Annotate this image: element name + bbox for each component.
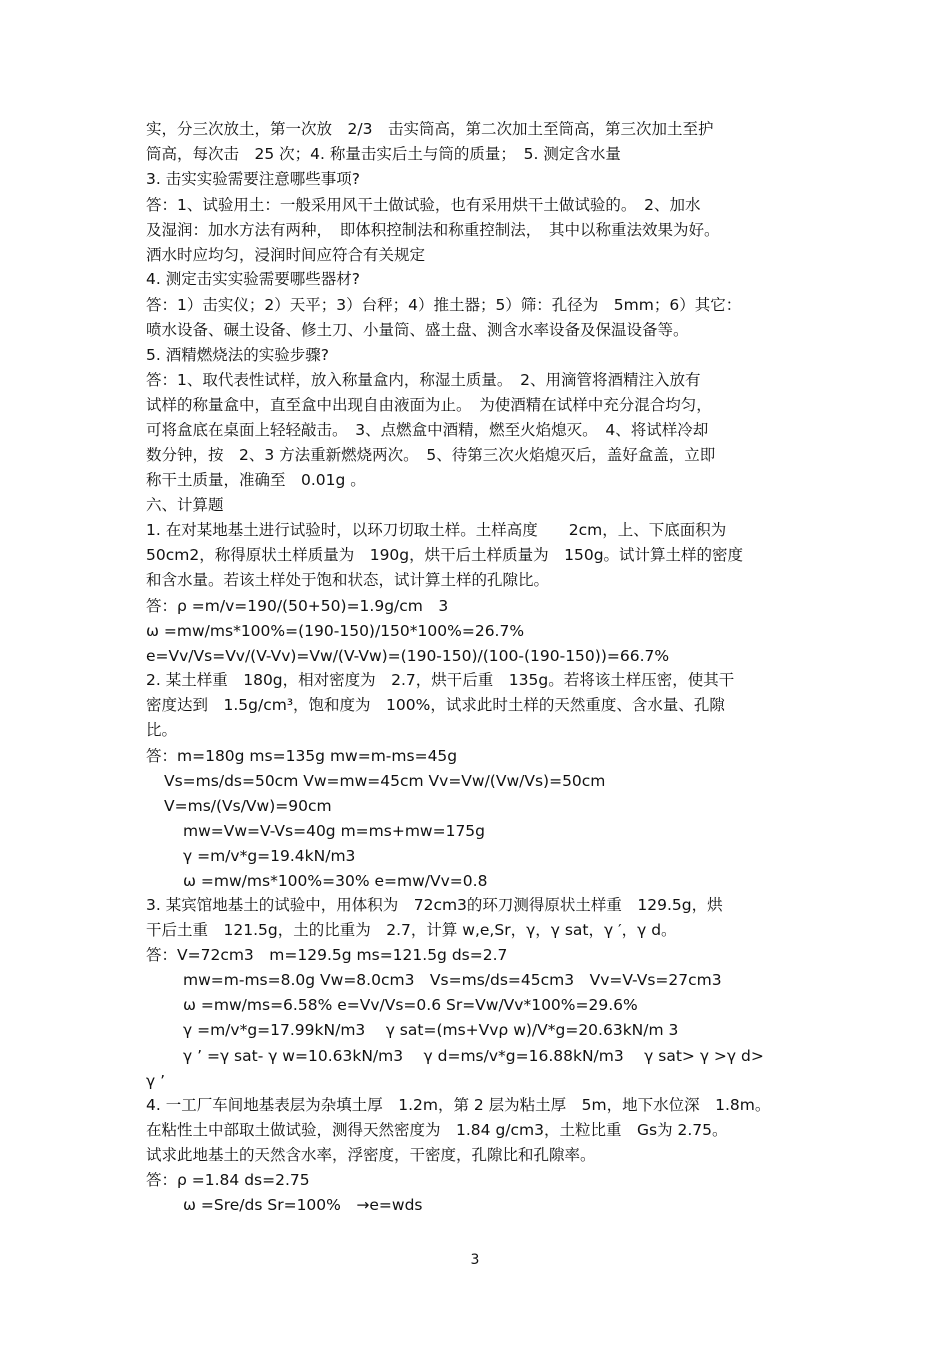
formula-line: 答：ρ =1.84 ds=2.75 <box>146 1171 310 1189</box>
formula-line: V=ms/(Vs/Vw)=90cm <box>164 797 332 815</box>
text-line: 和含水量。若该土样处于饱和状态，试计算土样的孔隙比。 <box>146 571 550 589</box>
text-line: 洒水时应均匀，浸润时间应符合有关规定 <box>146 246 426 264</box>
formula-line: ω =mw/ms*100%=(190-150)/150*100%=26.7% <box>146 622 525 640</box>
text-line: 3. 某宾馆地基土的试验中，用体积为 72cm3的环刀测得原状土样重 129.5g，烘 <box>146 896 723 914</box>
formula-line: 答：V=72cm3 m=129.5g ms=121.5g ds=2.7 <box>146 946 508 964</box>
formula-line: γ =m/v*g=17.99kN/m3 γ sat=(ms+Vvρ w)/V*g=20.63kN/m 3 <box>183 1021 679 1039</box>
text-line: 50cm2，称得原状土样质量为 190g，烘干后土样质量为 150g。试计算土样的密度 <box>146 546 744 564</box>
text-line: 及湿润：加水方法有两种， 即体积控制法和称重控制法， 其中以称重法效果为好。 <box>146 221 720 239</box>
formula-line: e=Vv/Vs=Vv/(V-Vv)=Vw/(V-Vw)=(190-150)/(100-(190-150))=66.7% <box>146 647 670 665</box>
section-heading: 六、计算题 <box>146 496 224 514</box>
text-line: 答：1）击实仪；2）天平；3）台秤；4）推土器；5）筛：孔径为 5mm；6）其它： <box>146 296 742 314</box>
formula-line: ω =Sre/ds Sr=100% →e=wds <box>183 1196 423 1214</box>
text-line: 1. 在对某地基土进行试验时，以环刀切取土样。土样高度 2cm，上、下底面积为 <box>146 521 727 539</box>
text-line: 干后土重 121.5g，土的比重为 2.7，计算 w,e,Sr，γ，γ sat，γ ′，γ d。 <box>146 921 677 939</box>
question-heading: 4. 测定击实实验需要哪些器材? <box>146 270 360 288</box>
text-line: 实，分三次放土，第一次放 2/3 击实筒高，第二次加土至筒高，第三次加土至护 <box>146 120 714 138</box>
text-line: 喷水设备、碾土设备、修土刀、小量筒、盛土盘、测含水率设备及保温设备等。 <box>146 321 689 339</box>
formula-line: mw=Vw=V-Vs=40g m=ms+mw=175g <box>183 822 486 840</box>
text-line: 2. 某土样重 180g，相对密度为 2.7，烘干后重 135g。若将该土样压密，使其干 <box>146 671 735 689</box>
text-line: 称干土质量，准确至 0.01g 。 <box>146 471 366 489</box>
text-line: 试样的称量盒中，直至盒中出现自由液面为止。 为使酒精在试样中充分混合均匀， <box>146 396 712 414</box>
formula-line: 答：m=180g ms=135g mw=m-ms=45g <box>146 747 458 765</box>
formula-line: Vs=ms/ds=50cm Vw=mw=45cm Vv=Vw/(Vw/Vs)=50cm <box>164 772 606 790</box>
formula-line: ω =mw/ms=6.58% e=Vv/Vs=0.6 Sr=Vw/Vv*100%=29.6% <box>183 996 638 1014</box>
text-line: 答：1、试验用土：一般采用风干土做试验，也有采用烘干土做试验的。 2、加水 <box>146 196 701 214</box>
question-heading: 5. 酒精燃烧法的实验步骤? <box>146 346 329 364</box>
formula-line: ω =mw/ms*100%=30% e=mw/Vv=0.8 <box>183 872 488 890</box>
text-line: 筒高，每次击 25 次；4. 称量击实后土与筒的质量； 5. 测定含水量 <box>146 145 621 163</box>
text-line: 比。 <box>146 721 178 739</box>
text-line: 试求此地基土的天然含水率，浮密度，干密度，孔隙比和孔隙率。 <box>146 1146 596 1164</box>
text-line: 密度达到 1.5g/cm³，饱和度为 100%，试求此时土样的天然重度、含水量、孔隙 <box>146 696 725 714</box>
question-heading: 3. 击实实验需要注意哪些事项? <box>146 170 360 188</box>
text-line: 在粘性土中部取土做试验，测得天然密度为 1.84 g/cm3，土粒比重 Gs为 2.75。 <box>146 1121 728 1139</box>
text-line: 数分钟，按 2、3 方法重新燃烧两次。 5、待第三次火焰熄灭后，盖好盒盖，立即 <box>146 446 716 464</box>
formula-line: mw=m-ms=8.0g Vw=8.0cm3 Vs=ms/ds=45cm3 Vv=V-Vs=27cm3 <box>183 971 722 989</box>
formula-line: γ =m/v*g=19.4kN/m3 <box>183 847 356 865</box>
text-line: 4. 一工厂车间地基表层为杂填土厚 1.2m，第 2 层为粘土厚 5m，地下水位深 1.8m。 <box>146 1096 771 1114</box>
page-number: 3 <box>470 1252 480 1268</box>
formula-line: γ ’ <box>146 1072 166 1090</box>
formula-line: γ ’ =γ sat- γ w=10.63kN/m3 γ d=ms/v*g=16.88kN/m3 γ sat> γ >γ d> <box>183 1047 764 1065</box>
formula-line: 答：ρ =m/v=190/(50+50)=1.9g/cm 3 <box>146 597 449 615</box>
text-line: 可将盒底在桌面上轻轻敲击。 3、点燃盒中酒精，燃至火焰熄灭。 4、将试样冷却 <box>146 421 709 439</box>
text-line: 答：1、取代表性试样，放入称量盒内，称湿土质量。 2、用滴管将酒精注入放有 <box>146 371 701 389</box>
